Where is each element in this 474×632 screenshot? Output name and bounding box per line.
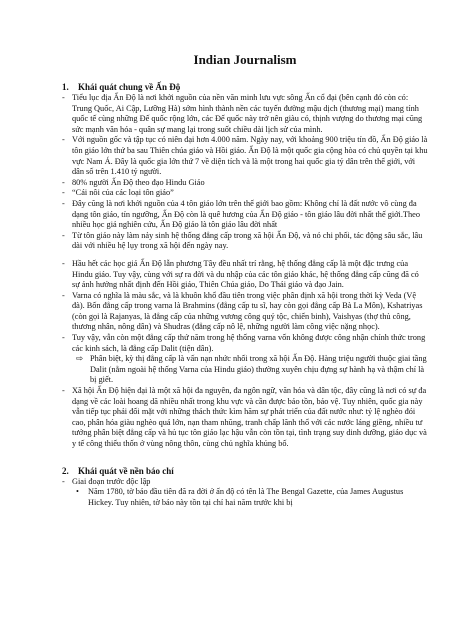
dash-marker: - <box>62 188 65 198</box>
bullet-paragraph <box>62 259 428 291</box>
section-title: Khái quát chung về Ấn Độ <box>78 82 181 92</box>
paragraph-text: Xã hội Ấn Độ hiện đại là một xã hội đa nguyên, đa ngôn ngữ, văn hóa và dân tộc, đây cũng là nơi có sự đa dạng về các loài hoang dã nhiều nhất trong khu vực và cần được bảo tồn, bảo vệ. Tuy nhiên, quốc gia này vẫn tiếp tục phải đối mặt với những thách thức kìm hãm sự phát triển của đất nước như: tỷ lệ nghèo đói cao, phân hóa giàu nghèo quá lớn, nạn tham nhũng, tranh chấp lãnh thổ với các nước láng giềng, nhiều tư tưởng phân biệt đẳng cấp và hủ tục tôn giáo lạc hậu vẫn còn tồn tại, tình trạng suy dinh dưỡng, giáo dục và y tế công thiếu thốn ở vùng nông thôn, cùng chủ nghĩa khủng bố. <box>72 386 427 448</box>
dash-marker: - <box>62 333 65 343</box>
paragraph-text: Với nguồn gốc và tập tục có niên đại hơn 4.000 năm. Ngày nay, với khoảng 900 triệu tín đồ, Ấn Độ giáo là tôn giáo lớn thứ ba sau Thiên chúa giáo và Hồi giáo. Ấn Độ là một quốc gia cộng hòa có chủ quyền tại khu vực Nam Á. Đây là quốc gia lớn thứ 7 về diện tích và là một trong hai quốc gia tỷ dân trên thế giới, với dân số trên 1.410 tỷ người. <box>72 135 428 177</box>
dash-marker: - <box>62 177 65 187</box>
paragraph-text: “Cái nôi của các loại tôn giáo” <box>72 188 174 198</box>
dash-marker: - <box>62 198 65 208</box>
dash-marker: - <box>62 135 65 145</box>
paragraph-text: 80% người Ấn Độ theo đạo Hindu Giáo <box>72 177 205 187</box>
dash-marker: - <box>62 290 65 300</box>
paragraph-text: Tiểu lục địa Ấn Độ là nơi khởi nguồn của nền văn minh lưu vực sông Ấn cổ đại (bên cạnh đó còn có: Trung Quốc, Ai Cập, Lưỡng Hà) sớm hình thành nền các tuyến đường mậu dịch (thương mại) mang tính quốc tế cùng những Đế quốc rộng lớn, các Đế quốc này trở nên giàu có, thịnh vượng do thương mại cũng sức mạnh văn hóa - quân sự mang lại trong suốt chiều dài lịch sử của mình. <box>72 93 423 134</box>
dash-marker: - <box>62 258 65 268</box>
paragraph-text: Phân biệt, kỳ thị đẳng cấp là vấn nạn nhức nhối trong xã hội Ấn Độ. Hàng triệu người thuộc giai tầng Dalit (nằm ngoài hệ thống Varna của Hindu giáo) thường xuyên chịu đựng sự hành hạ và thậm chí là bị giết. <box>90 354 427 385</box>
bullet-paragraph <box>62 291 428 333</box>
bullet-paragraph <box>62 477 428 488</box>
dash-marker: - <box>62 476 65 486</box>
section-heading <box>62 82 428 93</box>
paragraph-text: Varna có nghĩa là màu sắc, và là khuôn khổ đầu tiên trong việc phân định xã hội trong thời kỳ Veda (Vệ đà). Bốn đẳng cấp trong varna là Brahmins (đẳng cấp tu sĩ, hay còn gọi đẳng cấp Bà La Môn), Kshatriyas (còn gọi là Rajanyas, là đẳng cấp của những vương công quý tộc, chiến binh), Vaishyas (thợ thủ công, thương nhân, nông dân) và Shudras (đẳng cấp nô lệ, những người làm công việc nặng nhọc). <box>72 290 423 332</box>
section-title: Khái quát về nền báo chí <box>78 465 174 476</box>
paragraph-text: Năm 1780, tờ báo đầu tiên đã ra đời ở ấn độ có tên là The Bengal Gazette, của James Augustus Hickey. Tuy nhiên, tờ báo này tồn tại chỉ hai năm trước khi bị <box>88 487 404 507</box>
bullet-paragraph <box>62 231 428 252</box>
paragraph-text: Đây cũng là nơi khởi nguồn của 4 tôn giáo lớn trên thế giới bao gồm: Không chỉ là đất nước vô cùng đa dạng tôn giáo, tín ngưỡng, Ấn Độ còn là quê hương của Ấn Độ giáo - tôn giáo lâu đời nhất thế giới.Theo nhiều học giả nghiên cứu, Ấn Độ giáo là tôn giáo lâu đời nhất <box>72 198 420 230</box>
paragraph-text: Hầu hết các học giả Ấn Độ lẫn phương Tây đều nhất trí rằng, hệ thống đẳng cấp là một đặc trưng của Hindu giáo. Tuy vậy, cùng với sự ra đời và du nhập của các tôn giáo khác, hệ thống đẳng cấp cũng đã có sự ảnh hưởng nhất định đến Hồi giáo, Thiên Chúa giáo, Do Thái giáo và đạo Jain. <box>72 258 419 290</box>
section-number: 1. <box>62 82 69 92</box>
bullet-paragraph <box>62 93 428 135</box>
bullet-dot-icon: • <box>76 487 79 497</box>
bullet-paragraph <box>62 188 428 199</box>
bullet-paragraph <box>62 333 428 354</box>
bullet-paragraph <box>62 199 428 231</box>
conclusion-paragraph <box>62 354 428 386</box>
paragraph-spacer <box>62 252 428 259</box>
dash-marker: - <box>62 230 65 240</box>
section-spacer <box>62 450 428 466</box>
paragraph-text: Từ tôn giáo này làm nảy sinh hệ thống đẳng cấp trong xã hội Ấn Độ, và nó chi phối, tác động sâu sắc, lâu dài với nhiều hệ lụy trong xã hội đến ngày nay. <box>72 230 423 251</box>
bullet-paragraph <box>62 135 428 177</box>
dash-marker: - <box>62 93 65 102</box>
section-heading <box>62 466 428 477</box>
paragraph-text: Giai đoạn trước độc lập <box>72 476 151 486</box>
bullet-paragraph <box>62 178 428 189</box>
dash-marker: - <box>62 386 65 396</box>
bullet-paragraph <box>62 386 428 450</box>
section-number: 2. <box>62 465 69 476</box>
document-title: Indian Journalism <box>193 52 297 67</box>
arrow-right-icon: ⇨ <box>76 354 83 364</box>
bullet-paragraph <box>62 487 428 508</box>
paragraph-text: Tuy vậy, vẫn còn một đẳng cấp thứ năm trong hệ thống varna vốn không được công nhận chính thức trong các kinh sách, là đẳng cấp Dalit (tiện dân). <box>72 333 426 353</box>
